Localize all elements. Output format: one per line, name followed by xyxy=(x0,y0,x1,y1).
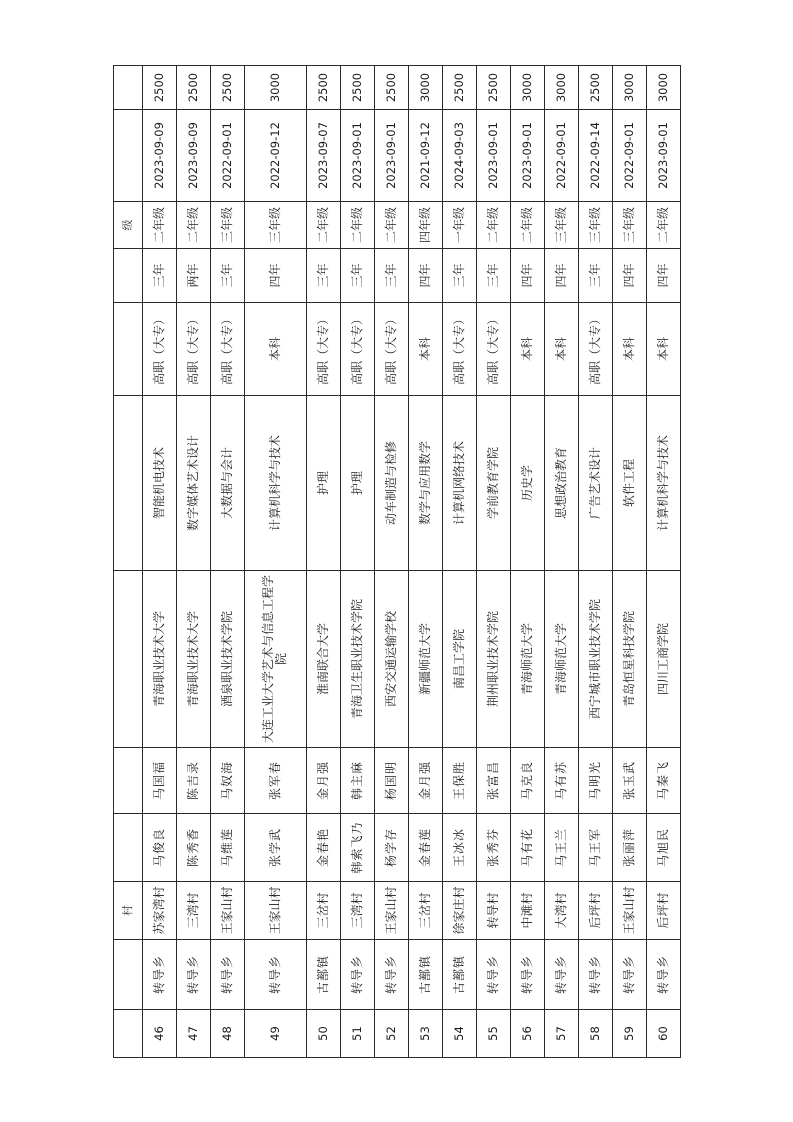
cell-town: 转导乡 xyxy=(612,939,646,1009)
cell-no: 56 xyxy=(510,1009,544,1057)
cell-school: 淮南联合大学 xyxy=(306,570,340,747)
cell-no: 53 xyxy=(408,1009,442,1057)
carry-cell-no xyxy=(113,1009,142,1057)
table-row xyxy=(210,65,244,1057)
cell-grade: 二年级 xyxy=(306,201,340,248)
carry-cell-grade: 级 xyxy=(113,201,142,248)
cell-town: 转导乡 xyxy=(244,939,306,1009)
cell-level: 高职（大专） xyxy=(476,302,510,395)
cell-no: 51 xyxy=(340,1009,374,1057)
carry-cell-parent xyxy=(113,747,142,813)
cell-major: 大数据与会计 xyxy=(210,395,244,570)
cell-student: 张学武 xyxy=(244,813,306,881)
carry-cell-date xyxy=(113,109,142,201)
cell-parent: 马奴海 xyxy=(210,747,244,813)
cell-level: 高职（大专） xyxy=(210,302,244,395)
cell-grade: 二年级 xyxy=(340,201,374,248)
cell-date: 2023-09-01 xyxy=(476,109,510,201)
cell-grade: 三年级 xyxy=(578,201,612,248)
cell-years: 三年 xyxy=(306,248,340,302)
cell-grade: 一年级 xyxy=(442,201,476,248)
cell-amount: 2500 xyxy=(442,65,476,109)
cell-school: 酒泉职业技术学院 xyxy=(210,570,244,747)
cell-village: 三湾村 xyxy=(340,881,374,939)
cell-parent: 金月强 xyxy=(408,747,442,813)
cell-years: 三年 xyxy=(210,248,244,302)
cell-years: 四年 xyxy=(612,248,646,302)
carryover-row xyxy=(113,65,142,1057)
cell-years: 四年 xyxy=(544,248,578,302)
cell-no: 59 xyxy=(612,1009,646,1057)
cell-years: 三年 xyxy=(442,248,476,302)
cell-school: 青岛恒星科技学院 xyxy=(612,570,646,747)
cell-grade: 三年级 xyxy=(544,201,578,248)
cell-major: 计算机网络技术 xyxy=(442,395,476,570)
cell-grade: 二年级 xyxy=(176,201,210,248)
cell-date: 2023-09-01 xyxy=(340,109,374,201)
cell-level: 本科 xyxy=(510,302,544,395)
cell-major: 计算机科学与技术 xyxy=(244,395,306,570)
table-row xyxy=(612,65,646,1057)
cell-town: 转导乡 xyxy=(374,939,408,1009)
cell-school: 青海职业技术大学 xyxy=(176,570,210,747)
cell-school: 大连工业大学艺术与信息工程学院 xyxy=(244,570,306,747)
cell-major: 学前教育学院 xyxy=(476,395,510,570)
cell-student: 金春莲 xyxy=(408,813,442,881)
cell-amount: 2500 xyxy=(374,65,408,109)
cell-no: 52 xyxy=(374,1009,408,1057)
cell-town: 转导乡 xyxy=(646,939,680,1009)
cell-parent: 马国福 xyxy=(142,747,176,813)
cell-no: 57 xyxy=(544,1009,578,1057)
cell-major: 数字媒体艺术设计 xyxy=(176,395,210,570)
cell-no: 54 xyxy=(442,1009,476,1057)
cell-date: 2021-09-12 xyxy=(408,109,442,201)
cell-village: 转导村 xyxy=(476,881,510,939)
cell-village: 大湾村 xyxy=(544,881,578,939)
cell-grade: 三年级 xyxy=(244,201,306,248)
table-row xyxy=(306,65,340,1057)
cell-amount: 3000 xyxy=(408,65,442,109)
cell-no: 60 xyxy=(646,1009,680,1057)
cell-date: 2023-09-07 xyxy=(306,109,340,201)
cell-amount: 2500 xyxy=(176,65,210,109)
carry-cell-years xyxy=(113,248,142,302)
cell-grade: 二年级 xyxy=(374,201,408,248)
cell-level: 高职（大专） xyxy=(442,302,476,395)
table-row xyxy=(374,65,408,1057)
cell-town: 古鄯镇 xyxy=(408,939,442,1009)
cell-amount: 2500 xyxy=(306,65,340,109)
rotated-table-wrapper xyxy=(113,66,681,1058)
cell-date: 2022-09-01 xyxy=(612,109,646,201)
cell-level: 本科 xyxy=(646,302,680,395)
cell-school: 西宁城市职业技术学院 xyxy=(578,570,612,747)
cell-school: 荆州职业技术学院 xyxy=(476,570,510,747)
cell-parent: 张军春 xyxy=(244,747,306,813)
carry-cell-level xyxy=(113,302,142,395)
cell-level: 本科 xyxy=(244,302,306,395)
cell-no: 55 xyxy=(476,1009,510,1057)
cell-date: 2022-09-14 xyxy=(578,109,612,201)
cell-major: 护理 xyxy=(340,395,374,570)
cell-student: 马王军 xyxy=(578,813,612,881)
cell-major: 思想政治教育 xyxy=(544,395,578,570)
table-row xyxy=(544,65,578,1057)
cell-town: 转导乡 xyxy=(176,939,210,1009)
cell-parent: 马有苏 xyxy=(544,747,578,813)
table-row xyxy=(578,65,612,1057)
cell-no: 49 xyxy=(244,1009,306,1057)
cell-village: 王家山村 xyxy=(374,881,408,939)
cell-years: 三年 xyxy=(476,248,510,302)
cell-years: 四年 xyxy=(408,248,442,302)
cell-date: 2022-09-01 xyxy=(210,109,244,201)
cell-level: 高职（大专） xyxy=(306,302,340,395)
table-row xyxy=(142,65,176,1057)
table-row xyxy=(244,65,306,1057)
subsidy-table xyxy=(113,65,681,1058)
cell-village: 后坪村 xyxy=(646,881,680,939)
cell-grade: 二年级 xyxy=(476,201,510,248)
cell-amount: 2500 xyxy=(142,65,176,109)
cell-major: 动车制造与检修 xyxy=(374,395,408,570)
cell-village: 后坪村 xyxy=(578,881,612,939)
cell-years: 三年 xyxy=(374,248,408,302)
cell-amount: 3000 xyxy=(244,65,306,109)
cell-date: 2024-09-03 xyxy=(442,109,476,201)
table-row xyxy=(176,65,210,1057)
cell-parent: 金月强 xyxy=(306,747,340,813)
carry-cell-village: 村 xyxy=(113,881,142,939)
cell-parent: 陈吉录 xyxy=(176,747,210,813)
carry-cell-amount xyxy=(113,65,142,109)
table-row xyxy=(476,65,510,1057)
cell-village: 苏家湾村 xyxy=(142,881,176,939)
cell-amount: 3000 xyxy=(544,65,578,109)
cell-town: 古鄯镇 xyxy=(306,939,340,1009)
cell-student: 王冰冰 xyxy=(442,813,476,881)
cell-village: 王家山村 xyxy=(210,881,244,939)
cell-amount: 2500 xyxy=(476,65,510,109)
cell-date: 2023-09-01 xyxy=(374,109,408,201)
cell-town: 转导乡 xyxy=(210,939,244,1009)
cell-town: 古鄯镇 xyxy=(442,939,476,1009)
cell-school: 四川工商学院 xyxy=(646,570,680,747)
cell-town: 转导乡 xyxy=(510,939,544,1009)
cell-years: 两年 xyxy=(176,248,210,302)
cell-town: 转导乡 xyxy=(340,939,374,1009)
cell-level: 本科 xyxy=(408,302,442,395)
cell-village: 三湾村 xyxy=(176,881,210,939)
cell-major: 历史学 xyxy=(510,395,544,570)
cell-level: 高职（大专） xyxy=(340,302,374,395)
cell-student: 韩索飞乃 xyxy=(340,813,374,881)
cell-grade: 二年级 xyxy=(646,201,680,248)
cell-level: 本科 xyxy=(544,302,578,395)
cell-amount: 3000 xyxy=(646,65,680,109)
cell-parent: 杨国明 xyxy=(374,747,408,813)
table-row xyxy=(646,65,680,1057)
cell-grade: 四年级 xyxy=(408,201,442,248)
cell-date: 2023-09-01 xyxy=(646,109,680,201)
carry-cell-student xyxy=(113,813,142,881)
cell-student: 陈秀香 xyxy=(176,813,210,881)
cell-school: 西安交通运输学校 xyxy=(374,570,408,747)
cell-amount: 2500 xyxy=(578,65,612,109)
cell-grade: 二年级 xyxy=(510,201,544,248)
cell-student: 张秀芬 xyxy=(476,813,510,881)
cell-years: 三年 xyxy=(578,248,612,302)
cell-major: 软件工程 xyxy=(612,395,646,570)
cell-amount: 3000 xyxy=(510,65,544,109)
cell-student: 马维莲 xyxy=(210,813,244,881)
table-row xyxy=(510,65,544,1057)
cell-parent: 马明光 xyxy=(578,747,612,813)
cell-town: 转导乡 xyxy=(578,939,612,1009)
carry-cell-major xyxy=(113,395,142,570)
cell-student: 马王兰 xyxy=(544,813,578,881)
carry-cell-town xyxy=(113,939,142,1009)
cell-date: 2022-09-12 xyxy=(244,109,306,201)
cell-years: 四年 xyxy=(646,248,680,302)
cell-no: 47 xyxy=(176,1009,210,1057)
cell-major: 护理 xyxy=(306,395,340,570)
cell-school: 南昌工学院 xyxy=(442,570,476,747)
cell-village: 中滩村 xyxy=(510,881,544,939)
cell-amount: 2500 xyxy=(210,65,244,109)
table-body xyxy=(113,65,680,1057)
cell-town: 转导乡 xyxy=(544,939,578,1009)
cell-parent: 韩主麻 xyxy=(340,747,374,813)
cell-school: 青海师范大学 xyxy=(510,570,544,747)
cell-no: 58 xyxy=(578,1009,612,1057)
cell-grade: 三年级 xyxy=(210,201,244,248)
cell-major: 智能机电技术 xyxy=(142,395,176,570)
cell-amount: 2500 xyxy=(340,65,374,109)
carry-cell-school xyxy=(113,570,142,747)
cell-student: 金春艳 xyxy=(306,813,340,881)
cell-amount: 3000 xyxy=(612,65,646,109)
cell-date: 2022-09-01 xyxy=(544,109,578,201)
cell-student: 马旭民 xyxy=(646,813,680,881)
cell-grade: 三年级 xyxy=(612,201,646,248)
cell-parent: 马秦飞 xyxy=(646,747,680,813)
cell-level: 本科 xyxy=(612,302,646,395)
cell-school: 青海卫生职业技术学院 xyxy=(340,570,374,747)
cell-parent: 张富昌 xyxy=(476,747,510,813)
table-row xyxy=(408,65,442,1057)
cell-major: 数学与应用数学 xyxy=(408,395,442,570)
cell-parent: 王保胜 xyxy=(442,747,476,813)
cell-years: 三年 xyxy=(340,248,374,302)
cell-grade: 二年级 xyxy=(142,201,176,248)
cell-years: 四年 xyxy=(510,248,544,302)
cell-student: 杨学存 xyxy=(374,813,408,881)
cell-no: 48 xyxy=(210,1009,244,1057)
cell-level: 高职（大专） xyxy=(374,302,408,395)
cell-date: 2023-09-09 xyxy=(142,109,176,201)
cell-no: 50 xyxy=(306,1009,340,1057)
cell-no: 46 xyxy=(142,1009,176,1057)
cell-village: 三岔村 xyxy=(306,881,340,939)
cell-years: 三年 xyxy=(142,248,176,302)
cell-parent: 张玉武 xyxy=(612,747,646,813)
cell-village: 徐家庄村 xyxy=(442,881,476,939)
cell-town: 转导乡 xyxy=(142,939,176,1009)
cell-date: 2023-09-01 xyxy=(510,109,544,201)
cell-parent: 马克良 xyxy=(510,747,544,813)
cell-school: 青海师范大学 xyxy=(544,570,578,747)
cell-years: 四年 xyxy=(244,248,306,302)
cell-school: 新疆师范大学 xyxy=(408,570,442,747)
cell-town: 转导乡 xyxy=(476,939,510,1009)
cell-level: 高职（大专） xyxy=(578,302,612,395)
cell-student: 马有花 xyxy=(510,813,544,881)
table-row xyxy=(442,65,476,1057)
cell-student: 张丽萍 xyxy=(612,813,646,881)
cell-level: 高职（大专） xyxy=(176,302,210,395)
cell-school: 青海职业技术大学 xyxy=(142,570,176,747)
cell-major: 计算机科学与技术 xyxy=(646,395,680,570)
cell-date: 2023-09-09 xyxy=(176,109,210,201)
cell-village: 王家山村 xyxy=(244,881,306,939)
cell-village: 王家山村 xyxy=(612,881,646,939)
cell-major: 广告艺术设计 xyxy=(578,395,612,570)
cell-student: 马俊良 xyxy=(142,813,176,881)
table-row xyxy=(340,65,374,1057)
cell-village: 三岔村 xyxy=(408,881,442,939)
cell-level: 高职（大专） xyxy=(142,302,176,395)
